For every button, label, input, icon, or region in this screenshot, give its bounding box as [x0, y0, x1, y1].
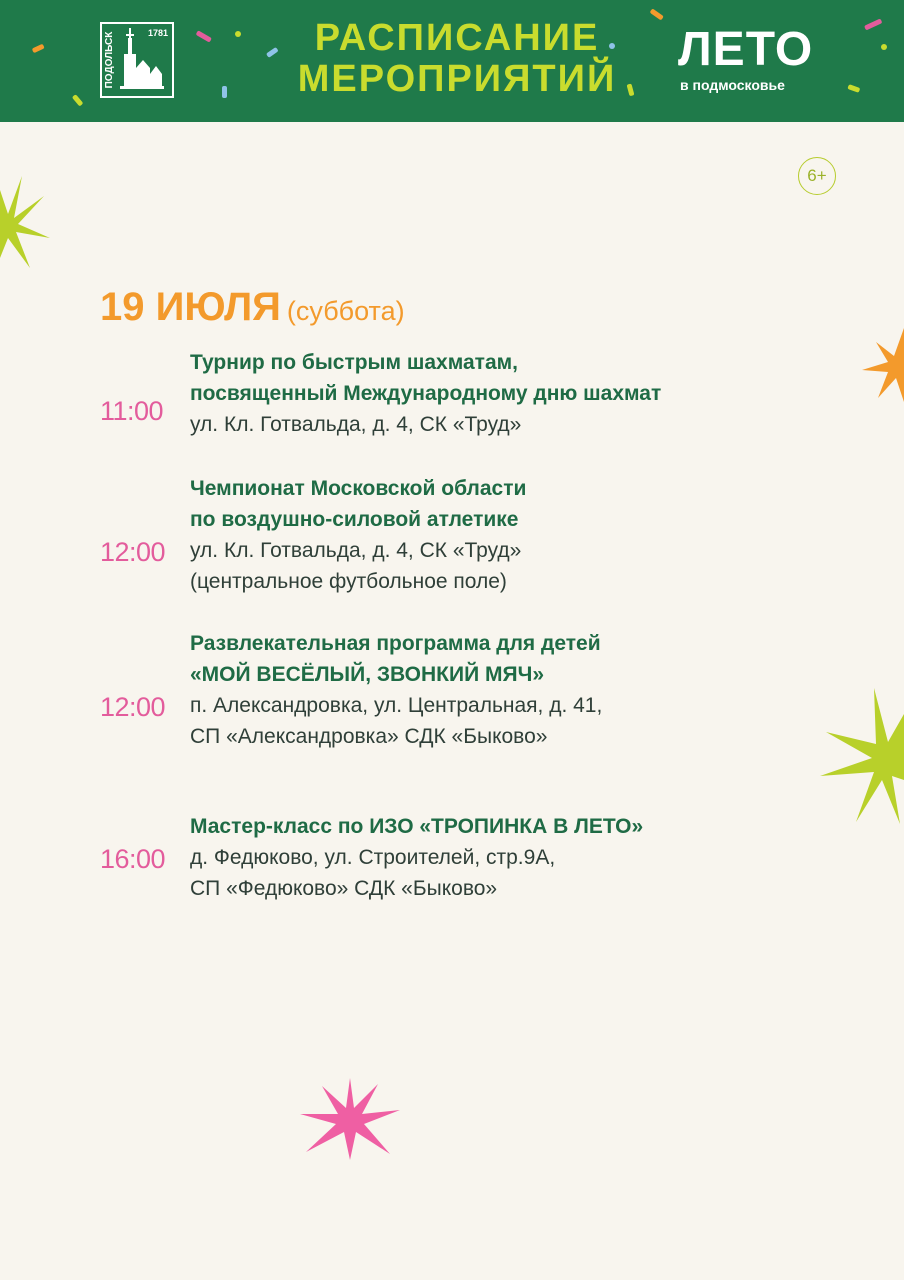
- brand-logo-leto: ЛЕТО: [678, 23, 814, 76]
- event-address-line: (центральное футбольное поле): [190, 570, 507, 593]
- event-address-line: д. Федюково, ул. Строителей, стр.9А,: [190, 846, 556, 869]
- event-time: 11:00: [100, 396, 164, 426]
- event-title-line: Чемпионат Московской области: [190, 477, 527, 500]
- age-rating-badge: 6+: [798, 157, 836, 195]
- title-line-2: МЕРОПРИЯТИЙ: [297, 58, 617, 100]
- event-info: [190, 628, 810, 752]
- logo-city-name: ПОДОЛЬСК: [104, 31, 115, 89]
- event-title-line: Турнир по быстрым шахматам,: [190, 351, 518, 374]
- event-title-line: по воздушно-силовой атлетике: [190, 508, 519, 531]
- event-title-line: посвященный Международному дню шахмат: [190, 382, 662, 405]
- event-time: 12:00: [100, 692, 166, 722]
- title-line-1: РАСПИСАНИЕ: [314, 17, 600, 59]
- event-info: [190, 473, 810, 597]
- event-address-line: СП «Федюково» СДК «Быково»: [190, 877, 498, 900]
- logo-year: 1781: [147, 28, 168, 38]
- date-main: 19 ИЮЛЯ: [100, 285, 281, 329]
- event-address-line: ул. Кл. Готвальда, д. 4, СК «Труд»: [190, 413, 522, 436]
- event-address-line: п. Александровка, ул. Центральная, д. 41,: [190, 694, 603, 717]
- orange-star-right-decoration: [858, 322, 904, 406]
- green-star-right-decoration: [816, 684, 904, 830]
- event-time: 12:00: [100, 537, 166, 567]
- event-date: [100, 285, 405, 330]
- brand-logo-subtitle: в подмосковье: [680, 77, 785, 93]
- event-address-line: ул. Кл. Готвальда, д. 4, СК «Труд»: [190, 539, 522, 562]
- event-info: [190, 347, 810, 440]
- event-title-line: «МОЙ ВЕСЁЛЫЙ, ЗВОНКИЙ МЯЧ»: [190, 663, 545, 686]
- city-logo: [100, 22, 174, 98]
- event-address-line: СП «Александровка» СДК «Быково»: [190, 725, 548, 748]
- event-title-line: Мастер-класс по ИЗО «ТРОПИНКА В ЛЕТО»: [190, 815, 644, 838]
- header-banner: [0, 0, 904, 122]
- date-weekday: (суббота): [286, 296, 405, 326]
- event-time: 16:00: [100, 844, 166, 874]
- pink-star-bottom-decoration: [298, 1074, 402, 1164]
- green-star-left-decoration: [0, 168, 52, 276]
- event-info: [190, 811, 810, 904]
- event-title-line: Развлекательная программа для детей: [190, 632, 601, 655]
- schedule-title: [262, 18, 652, 100]
